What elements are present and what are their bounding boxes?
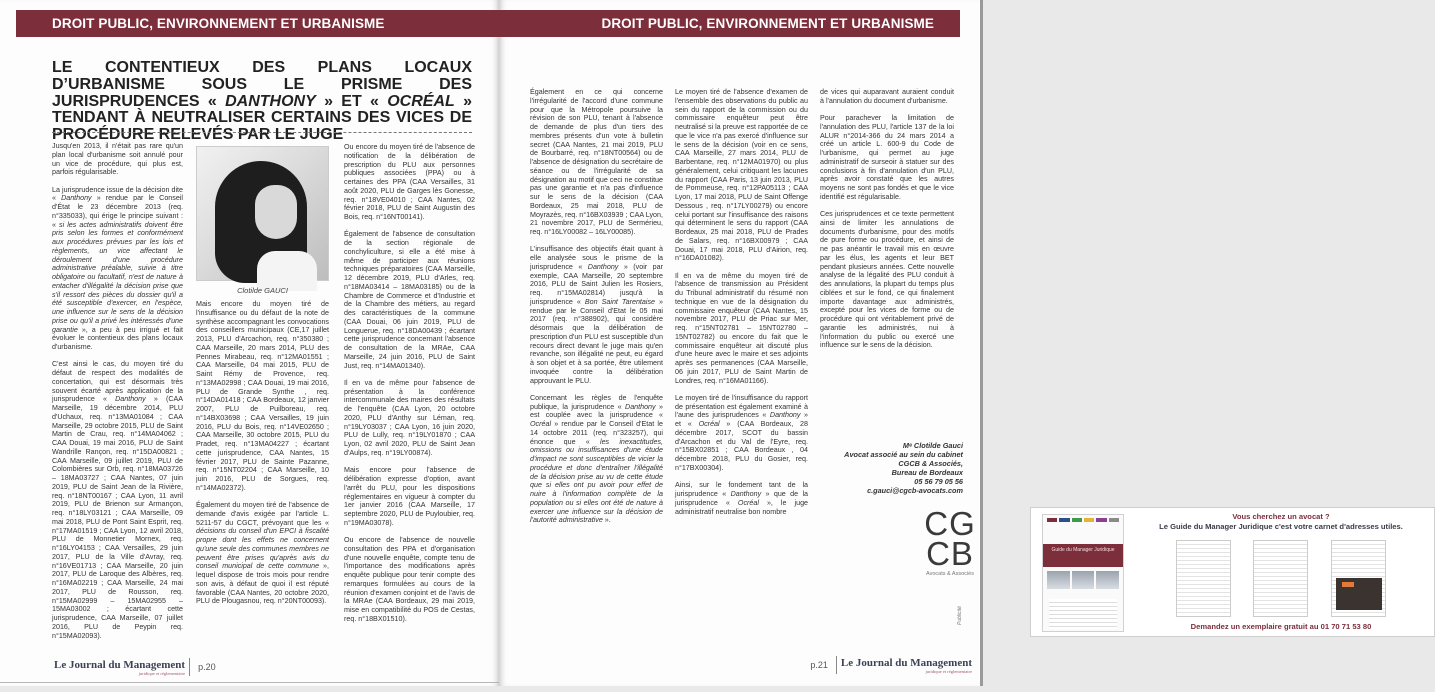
page-number-right: p.21 [810,660,828,670]
paragraph: Également en ce qui concerne l'irrégularité de l'accord d'une commune pour que la Métropole poursuive la révision de son PLU, tenant à l'absence de demande de plus d'un tiers des membres présents d'un vote à bulletin secret (CAA Nantes, 21 mai 2019, PLU de Bourbarré, req. n°18NT00564) ou de l'absence de désignation du secrétaire de séance ou de l'irrégularité de sa désignation au motif que ceci ne constitue pas une garantie et n'a pas d'influence sur le sens de la décision (CAA Bordeaux, 25 mai 2018, PLU de Moyrazès, req. n°16BX03939 ; CAA Lyon, 21 novembre 2017, PLU de Sermérieu, req. n°16LY00082 – 16LY00085). [530,88,663,236]
ad-headline: Vous cherchez un avocat ? Le Guide du Manager Juridique c'est votre carnet d'adresses utiles. [1159,512,1403,531]
page-left [0,0,499,686]
article-column-2 [196,300,329,615]
guide-page-thumbnail [1253,540,1308,617]
article-title: LE CONTENTIEUX DES PLANS LOCAUX D’URBANISME SOUS LE PRISME DES JURISPRUDENCES « DANTHONY » ET « OCRÉAL » TENDANT À NEUTRALISER CERTAINS DES VICES DE PROCÉDURE RELEVÉS PAR LE JUGE [52,59,472,144]
paragraph: Également du moyen tiré de l'absence de demande d'avis exigée par l'article L. 5211-57 du CGCT, prévoyant que les « décisions du conseil d'un EPCI à fiscalité propre dont les effets ne concernent qu'une seule des communes membres ne peuvent être prises qu'après avis du conseil municipal de cette commune », lequel dispose de trois mois pour rendre son avis, à défaut de quoi il est réputé favorable (CAA Nantes, 20 octobre 2020, PLU de Plougasnou, req. n°20NT00093). [196,501,329,606]
paragraph: de vices qui auparavant auraient conduit à l'annulation du document d'urbanisme. [820,88,954,105]
guide-cover-image [1042,514,1124,632]
paragraph: Ou encore du moyen tiré de l'absence de notification de la délibération de prescription du PLU aux personnes publiques associées (PPA) ou à certaines des PPA (CAA Versailles, 31 août 2020, PLU de Garges lès Gonesse, req. n°18VE04010 ; CAA Nantes, 02 février 2018, PLU de Saint Augustin des Bois, req. n°16NT00141). [344,143,475,221]
paragraph: Mais encore du moyen tiré de l'insuffisance ou du défaut de la note de synthèse accompagnant les convocations des conseillers municipaux (CE,17 juillet 2013, PLU d'Arcachon, req. n°350380 ; CAA Marseille, 20 mars 2014, PLU des Pennes Mirabeau, req. n°12MA01551 ; CAA Marseille, 04 mai 2015, PLU de Saint Rémy de Provence, req. n°13MA02998 ; CAA Douai, 19 mai 2016, PLU de Grande Synthe , req. n°14DA01418 ; CAA Bordeaux, 12 janvier 2007, PLU de Puilboreau, req. n°14BX03698 ; CAA Versailles, 19 juin 2016, PLU du Bois, req. n°14VE02650 ; CAA Marseille, 30 octobre 2015, PLU du Pradet, req. n°13MA04227 ; écartant cette jurisprudence, CAA Nantes, 15 février 2017, PLU de Sainte Pazanne, req. n°15NT02204 ; CAA Marseille, 10 juin 2016, PLU de Sorgues, req. n°14MA02372). [196,300,329,492]
author-office: Bureau de Bordeaux [891,468,963,477]
photo-caption: Clotilde GAUCI [237,286,288,295]
paragraph: Ainsi, sur le fondement tant de la jurisprudence « Danthony » que de la jurisprudence « Ocréal », le juge administratif neutralise bon nombre [675,481,809,516]
advertisement-label: Publicité [957,606,963,625]
cover-bar [1109,518,1119,522]
paragraph: Il en va de même du moyen tiré de l'absence de transmission au Président du Tribunal administratif du résumé non technique en vue de la désignation du commissaire enquêteur (CAA Nantes, 15 novembre 2017, PLU de Priac sur Mer, req. n°15NT02781 – 15NT02780 – 15NT02782) ou encore du fait que le commissaire enquêteur ait discuté plus d'une heure avec le maire et ses adjoints après ses permanences (CAA Marseille, 06 juin 2017, PLU de Saint Martin de Londres, req. n°16MA01166). [675,271,808,385]
author-signature [843,441,963,495]
cover-bar [1047,518,1057,522]
footer-right [806,656,972,674]
article-column-6 [820,88,954,359]
paragraph: Également de l'absence de consultation de la section régionale de conchyliculture, si elle a été mise à même de participer aux réunions techniques préparatoires (CAA Marseille, 12 décembre 2019, PLU d'Arles, req. n°18MA03414 – 18MA03185) ou de la Chambre de Commerce et d'Industrie et de la Chambre des métiers, au regard des caractéristiques de la commune (CAA Douai, 06 juin 2019, PLU de Longuerue, req. n°18DA00439 ; écartant cette jurisprudence concernant l'absence de consultation de la MRAe, CAA Marseille, 24 juin 2016, PLU de Saint Just, req. n°14MA01340). [344,230,475,370]
paragraph: Pour parachever la limitation de l'annulation des PLU, l'article 137 de la loi ALUR n°2014-366 du 24 mars 2014 a créé un article L. 600-9 du Code de l'urbanisme, qui permet au juge administratif de surseoir à statuer sur des conclusions à fin d'annulation d'un PLU, après avoir constaté que les autres moyens ne sont pas fondés et que le vice identifié est régularisable. [820,114,954,201]
cover-bar [1084,518,1094,522]
cover-title: Guide du Manager Juridique [1043,544,1123,567]
paragraph: Le moyen tiré de l'insuffisance du rapport de présentation est également examiné à l'aune des jurisprudences « Danthony » et « Ocréal » (CAA Bordeaux, 28 décembre 2017, SCOT du bassin d'Arcachon et du Val de l'Eyre, req. n°15BX02851 ; CAA Bordeaux , 04 décembre 2018, PLU du Gosier, req. n°17BX00304). [675,393,808,472]
paragraph: Le moyen tiré de l'absence d'examen de l'ensemble des observations du public au sein du rapport de la commission ou du commissaire enquêteur peut être neutralisé si la preuve est rapportée de ce que le vice n'a pas exercé d'influence sur le sens de la décision (voir en ce sens, CAA Marseille, 27 mars 2014, PLU de Barbentane, req. n°12MA01970) ou plus généralement, celui critiquant les lacunes du rapport (CAA Paris, 13 juin 2013, PLU de Pommeuse, req. n°12PA05113 ; CAA Lyon, 17 mai 2018, PLU de Saint Offenge Dessous , req. n°17LY00279) ou encore celui portant sur l'insuffisance des raisons qui déterminent le sens du rapport (CAA Bordeaux, 25 mai 2018, PLU de Prades de Salars, req. n°16BX00979 ; CAA Douai, 17 mai 2018, PLU d'Airion, req. n°16DA01082). [675,88,808,263]
author-role: Avocat associé au sein du cabinet [844,450,963,459]
cgcb-logo: CG CB Avocats & Associés [924,505,976,577]
section-rubric-right: DROIT PUBLIC, ENVIRONNEMENT ET URBANISME [499,10,960,37]
paragraph: Jusqu'en 2013, il n'était pas rare qu'un plan local d'urbanisme soit annulé pour un vice de procédure, qui plus est, parfois régularisable. [52,142,183,177]
article-column-1 [52,142,183,649]
title-divider [52,132,472,133]
paragraph: Ou encore de l'absence de nouvelle consultation des PPA et d'organisation d'une nouvelle enquête, compte tenu de l'importance des modifications après enquête publique pour tenir compte des remarques formulées au cours de la réunion d'examen conjoint et de l'avis de la MRAe (CAA Bordeaux, 29 mai 2019, mise en compatibilité du POS de Cestas, req. n°18BX01510). [344,536,475,623]
paragraph: L'insuffisance des objectifs était quant à elle analysée sous le prisme de la jurisprudence « Danthony » (voir par exemple, CAA Marseille, 20 septembre 2016, PLU de Saint Julien les Rosiers, req. n°15MA02814) jusqu'à la jurisprudence « Bon Saint Tarentaise » rendue par le Conseil d'Etat le 05 mai 2017 (req. n°388902), qui considère désormais que la délibération de prescription d'un PLU est susceptible d'un recours direct devant le juge mais qu'en revanche, son illégalité ne peut, eu égard à son objet et à sa portée, être utilement invoquée contre la délibération approuvant le PLU. [530,245,663,385]
cover-bar [1096,518,1106,522]
cover-bar [1059,518,1069,522]
advertisement [1030,507,1435,637]
article-column-3 [344,143,475,632]
cover-color-bars [1043,515,1123,525]
article-column-5 [675,88,808,525]
paragraph: Ces jurisprudences et ce texte permettent ainsi de limiter les annulations de documents d'urbanisme, pour des motifs de pure forme ou procédure, et ainsi de ne pas anéantir le travail mis en œuvre par les élus, les agents et leur BET pendant plusieurs années. Cette nouvelle analyse de la légalité des PLU conduit à des annulations, la plupart du temps plus ciblées et sur le fond, ce qui finalement importe davantage aux administrés, excepté pour les vices de forme ou de procédure qui ont véritablement privé de garantie les administrés, nui à l'information du public ou exercé une influence sur le sens de la décision. [820,210,954,350]
cover-bar [1072,518,1082,522]
guide-page-thumbnail [1176,540,1231,617]
author-firm: CGCB & Associés, [898,459,963,468]
guide-page-thumbnail [1331,540,1386,617]
paragraph: Concernant les règles de l'enquête publique, la jurisprudence « Danthony » est couplée avec la jurisprudence « Ocréal » rendue par le Conseil d'Etat le 14 octobre 2011 (req. n°323257), qui énonce que « les inexactitudes, omissions ou insuffisances d'une étude d'impact ne sont susceptibles de vicier la procédure et donc d'entraîner l'illégalité de la décision prise au vu de cette étude que si elles ont pu avoir pour effet de nuire à l'information complète de la population ou si elles ont été de nature à exercer une influence sur la décision de l'autorité administrative ». [530,393,663,525]
footer-left [54,658,220,676]
author-photo [196,146,329,281]
author-email[interactable]: c.gauci@cgcb-avocats.com [867,486,963,495]
ad-call-to-action: Demandez un exemplaire gratuit au 01 70 71 53 80 [1190,622,1372,631]
article-column-4 [530,88,663,534]
bottom-rule [0,682,499,683]
page-number-left: p.20 [198,662,216,672]
magazine-logo: Le Journal du Management juridique et réglementaire [840,656,972,674]
section-rubric-left: DROIT PUBLIC, ENVIRONNEMENT ET URBANISME [16,10,499,37]
paragraph: La jurisprudence issue de la décision dite « Danthony » rendue par le Conseil d'État le 23 décembre 2013 (req. n°335033), qui érige le principe suivant : « si les actes administratifs doivent être pris selon les formes et conformément aux procédures prévues par les lois et règlements, un vice affectant le déroulement d'une procédure administrative préalable, suivie à titre obligatoire ou facultatif, n'est de nature à entacher d'illégalité la décision prise que s'il ressort des pièces du dossier qu'il a été susceptible d'exercer, en l'espèce, une influence sur le sens de la décision prise ou qu'il a privé les intéressés d'une garantie », a peu à peu irrigué et fait évoluer le contentieux des plans locaux d'urbanisme. [52,185,183,352]
author-phone: 05 56 79 05 56 [914,477,963,486]
paragraph: C'est ainsi le cas, du moyen tiré du défaut de respect des modalités de concertation, qui est désormais très souvent écarté après application de la jurisprudence « Danthony » (CAA Marseille, 19 décembre 2014, PLU d'Uchaux, req. n°13MA01084 ; CAA Marseille, 29 octobre 2015, PLU de Saint Martin de Crau, req. n°14MA04062 ; CAA Douai, 19 mai 2016, PLU de Saint Wandrille Rançon, req. n°15DA00821 ; CAA Marseille, 09 juillet 2019, PLU de Colombières sur Orb, req. n°18MA03726 – 18MA03727 ; CAA Nantes, 07 juin 2019, PLU de Saint Jean de la Rivière, req. n°18NT00167 ; CAA Lyon, 11 avril 2019, PLU de Brienon sur Armançon, req. n°18LY03121 ; CAA Marseille, 09 mai 2018, PLU de Pont Saint Esprit, req. n°17MA01519 ; CAA Lyon, 12 avril 2018, PLU de Monnetier Mornex, req. n°16LY04153 ; CAA Versailles, 29 juin 2017, PLU de la Ville d'Avray, req. n°16VE01713 ; CAA Marseille, 20 juin 2017, PLU de Laroque des Albères, req. n°16MA02219 ; CAA Marseille, 24 mai 2017, PLU de Rousson, req. n°15MA02999 – 15MA02955 – 15MA03002 ; écartant cette jurisprudence, CAA Marseille, 07 juillet 2016, PLU de Peypin req. n°15MA02093). [52,360,184,640]
paragraph: Il en va de même pour l'absence de présentation à la conférence intercommunale des maires des résultats de l'enquête (CAA Lyon, 20 octobre 2020, PLU d'Anthy sur Léman, req. n°19LY03037 ; CAA Lyon, 16 juin 2020, PLU de Lully, req. n°19LY01870 ; CAA Lyon, 02 avril 2020, PLU de Saint Jean d'Aulps, req. n°19LY00874). [344,378,475,457]
page-right [499,0,1403,686]
author-name: Mᵉ Clotilde Gauci [902,441,963,450]
paragraph: Mais encore pour l'absence de délibération expresse d'option, avant l'arrêt du PLU, pour les dispositions réglementaires en vigueur à compter du 1er janvier 2016 (CAA Marseille, 17 septembre 2020, PLU de Puyloubier, req. n°19MA03078). [344,466,475,527]
magazine-logo: Le Journal du Management juridique et réglementaire [54,658,186,676]
